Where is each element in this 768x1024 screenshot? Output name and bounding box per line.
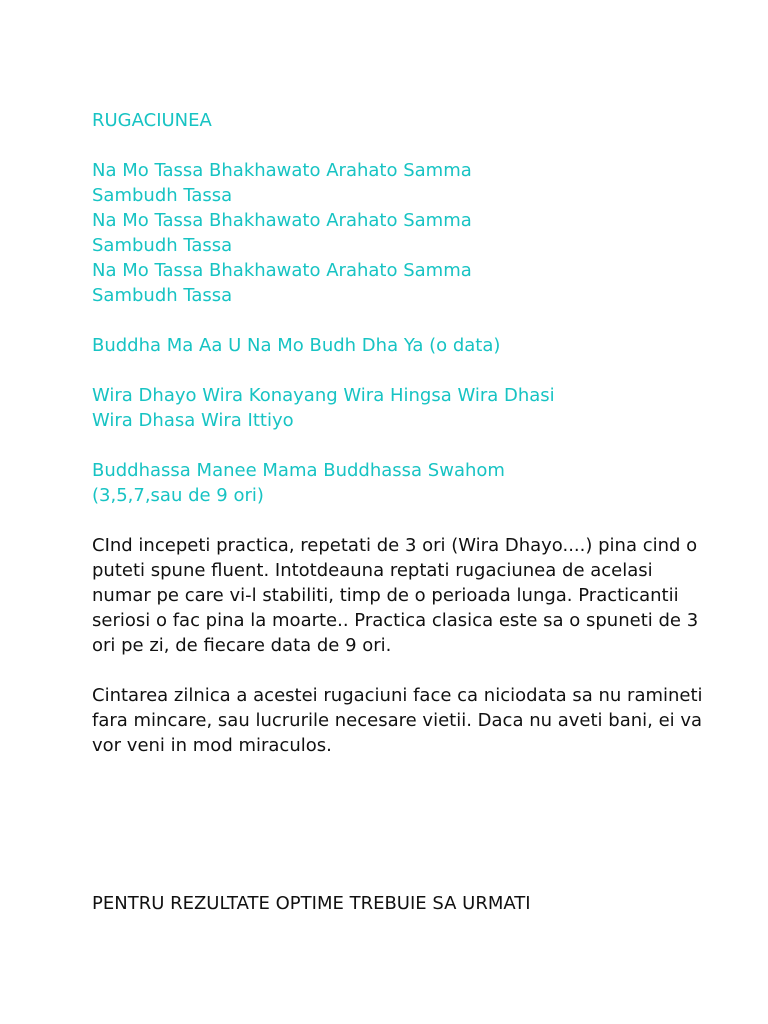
document-page <box>92 108 712 914</box>
buddhassa-line: Buddhassa Manee Mama Buddhassa Swahom (3,5,7,sau de 9 ori) <box>92 460 505 506</box>
buddha-line-block <box>92 333 712 358</box>
wira-line-block <box>92 383 712 433</box>
mantra-line: Na Mo Tassa Bhakhawato Arahato Samma Sambudh Tassa <box>92 160 472 206</box>
benefits-paragraph: Cintarea zilnica a acestei rugaciuni face ca niciodata sa nu ramineti fara mincare, sau lucrurile necesare vietii. Daca nu aveti bani, ei va vor veni in mod miraculos. <box>92 685 703 756</box>
benefits-paragraph-block <box>92 683 712 758</box>
buddha-line: Buddha Ma Aa U Na Mo Budh Dha Ya (o data) <box>92 335 501 356</box>
instructions-paragraph-block <box>92 533 712 658</box>
mantra-line: Na Mo Tassa Bhakhawato Arahato Samma Sambudh Tassa <box>92 210 472 256</box>
wira-line: Wira Dhayo Wira Konayang Wira Hingsa Wira Dhasi Wira Dhasa Wira Ittiyo <box>92 385 555 431</box>
buddhassa-line-block <box>92 458 712 508</box>
instructions-paragraph: CInd incepeti practica, repetati de 3 ori (Wira Dhayo....) pina cind o puteti spune fluent. Intotdeauna reptati rugaciunea de acelasi numar pe care vi-l stabiliti, timp de o perioada lunga. Practicantii seriosi o fac pina la moarte.. Practica clasica este sa o spuneti de 3 ori pe zi, de fiecare data de 9 ori. <box>92 535 699 656</box>
mantra-line: Na Mo Tassa Bhakhawato Arahato Samma Sambudh Tassa <box>92 260 472 306</box>
section-heading: PENTRU REZULTATE OPTIME TREBUIE SA URMATI <box>92 893 531 914</box>
document-title: RUGACIUNEA <box>92 110 212 131</box>
mantra-block <box>92 158 712 308</box>
